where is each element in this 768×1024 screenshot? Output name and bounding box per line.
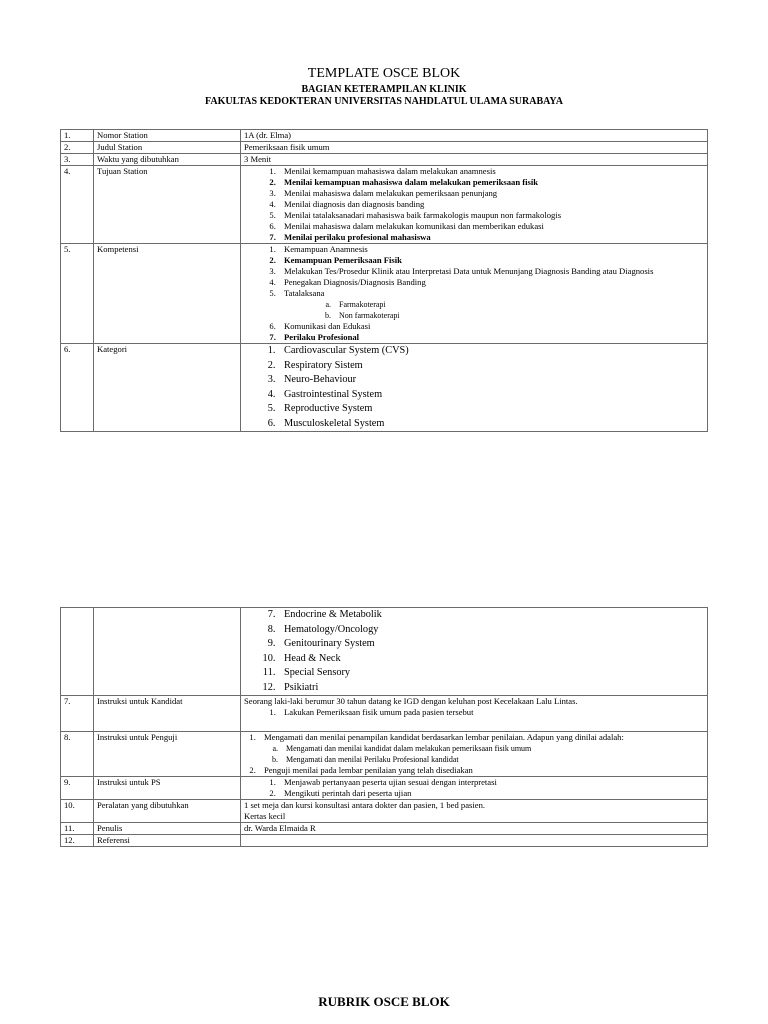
row-number: 10. <box>61 800 94 823</box>
list-item-label: Mengamati dan menilai penampilan kandidat berdasarkan lembar penilaian. Adapun yang dinilai adalah: <box>264 732 624 742</box>
row-label: Judul Station <box>94 142 241 154</box>
list-item: 5. Menilai tatalaksanadari mahasiswa baik farmakologis maupun non farmakologis <box>278 210 704 221</box>
sub-list-item: a. Mengamati dan menilai kandidat dalam melakukan pemeriksaan fisik umum <box>280 743 704 754</box>
row-label: Referensi <box>94 835 241 847</box>
list-item: 6. Komunikasi dan Edukasi <box>278 321 704 332</box>
row-label: Instruksi untuk Penguji <box>94 732 241 777</box>
row-label: Kategori <box>94 344 241 432</box>
row-label: Tujuan Station <box>94 166 241 244</box>
row-value <box>241 244 708 344</box>
list-item: 3. Neuro-Behaviour <box>278 373 704 388</box>
list-item <box>258 732 704 765</box>
list-item: 9. Genitourinary System <box>278 637 704 652</box>
list-item: 1. Menilai kemampuan mahasiswa dalam melakukan anamnesis <box>278 166 704 177</box>
table-row <box>61 244 708 344</box>
category-list <box>244 344 704 431</box>
row-number: 6. <box>61 344 94 432</box>
list-item: 2. Respiratory Sistem <box>278 359 704 374</box>
row-number: 8. <box>61 732 94 777</box>
document-title: TEMPLATE OSCE BLOK <box>307 66 461 81</box>
row-value <box>241 800 708 823</box>
row-label: Instruksi untuk Kandidat <box>94 696 241 732</box>
department-subtitle: BAGIAN KETERAMPILAN KLINIK <box>301 84 467 95</box>
rubric-title: RUBRIK OSCE BLOK <box>318 994 450 1009</box>
row-number: 12. <box>61 835 94 847</box>
row-value: 3 Menit <box>241 154 708 166</box>
objectives-list <box>244 166 704 243</box>
list-item: 1. Kemampuan Anamnesis <box>278 244 704 255</box>
table-row <box>61 154 708 166</box>
case-description: Seorang laki-laki berumur 30 tahun datang ke IGD dengan keluhan post Kecelakaan Lalu Lintas. <box>244 696 578 706</box>
list-item <box>278 288 704 321</box>
row-label: Waktu yang dibutuhkan <box>94 154 241 166</box>
row-number: 7. <box>61 696 94 732</box>
row-number: 2. <box>61 142 94 154</box>
row-value <box>241 344 708 432</box>
row-value <box>241 696 708 732</box>
list-item: 2. Penguji menilai pada lembar penilaian yang telah disediakan <box>258 765 704 776</box>
table-row <box>61 823 708 835</box>
row-number: 11. <box>61 823 94 835</box>
list-item: 2. Kemampuan Pemeriksaan Fisik <box>278 255 704 266</box>
sub-list-item: a. Farmakoterapi <box>333 299 704 310</box>
category-list-continued <box>244 608 704 695</box>
row-number: 3. <box>61 154 94 166</box>
table-row <box>61 130 708 142</box>
competency-list <box>244 244 704 343</box>
table-row <box>61 142 708 154</box>
row-value <box>241 835 708 847</box>
row-value <box>241 166 708 244</box>
table-row <box>61 696 708 732</box>
table-row <box>61 800 708 823</box>
table-row <box>61 344 708 432</box>
list-item: 11. Special Sensory <box>278 666 704 681</box>
row-number: 5. <box>61 244 94 344</box>
row-label <box>94 608 241 696</box>
row-number: 4. <box>61 166 94 244</box>
list-item: 1. Menjawab pertanyaan peserta ujian sesuai dengan interpretasi <box>278 777 704 788</box>
sub-list <box>284 299 704 321</box>
table-row <box>61 835 708 847</box>
equipment-line: Kertas kecil <box>244 811 286 821</box>
list-item: 3. Menilai mahasiswa dalam melakukan pemeriksaan penunjang <box>278 188 704 199</box>
ps-instruction-list <box>244 777 704 799</box>
list-item: 1. Cardiovascular System (CVS) <box>278 344 704 359</box>
row-value: dr. Warda Elmaida R <box>241 823 708 835</box>
list-item: 10. Head & Neck <box>278 652 704 667</box>
list-item: 4. Penegakan Diagnosis/Diagnosis Banding <box>278 277 704 288</box>
list-item: 7. Endocrine & Metabolik <box>278 608 704 623</box>
sub-list-item: b. Mengamati dan menilai Perilaku Profesional kandidat <box>280 754 704 765</box>
osce-table-part2 <box>60 607 708 847</box>
row-label: Instruksi untuk PS <box>94 777 241 800</box>
list-item: 5. Reproductive System <box>278 402 704 417</box>
list-item: 4. Gastrointestinal System <box>278 388 704 403</box>
list-item: 8. Hematology/Oncology <box>278 623 704 638</box>
list-item: 6. Musculoskeletal System <box>278 417 704 432</box>
row-value <box>241 608 708 696</box>
osce-table-part1 <box>60 129 708 432</box>
list-item-label: Tatalaksana <box>284 288 325 298</box>
list-item: 2. Menilai kemampuan mahasiswa dalam melakukan pemeriksaan fisik <box>278 177 704 188</box>
row-value: 1A (dr. Elma) <box>241 130 708 142</box>
list-item: 6. Menilai mahasiswa dalam melakukan komunikasi dan memberikan edukasi <box>278 221 704 232</box>
list-item: 3. Melakukan Tes/Prosedur Klinik atau Interpretasi Data untuk Menunjang Diagnosis Banding atau Diagnosis <box>278 266 704 277</box>
sub-list-item: b. Non farmakoterapi <box>333 310 704 321</box>
row-label: Nomor Station <box>94 130 241 142</box>
table-row <box>61 732 708 777</box>
faculty-subtitle: FAKULTAS KEDOKTERAN UNIVERSITAS NAHDLATUL ULAMA SURABAYA <box>205 96 563 107</box>
list-item: 2. Mengikuti perintah dari peserta ujian <box>278 788 704 799</box>
list-item: 7. Menilai perilaku profesional mahasiswa <box>278 232 704 243</box>
equipment-line: 1 set meja dan kursi konsultasi antara dokter dan pasien, 1 bed pasien. <box>244 800 486 810</box>
row-label: Kompetensi <box>94 244 241 344</box>
list-item: 1. Lakukan Pemeriksaan fisik umum pada pasien tersebut <box>278 707 704 718</box>
candidate-instruction-list <box>244 707 704 718</box>
row-number: 9. <box>61 777 94 800</box>
row-value <box>241 777 708 800</box>
row-label: Peralatan yang dibutuhkan <box>94 800 241 823</box>
table-row <box>61 608 708 696</box>
list-item: 4. Menilai diagnosis dan diagnosis banding <box>278 199 704 210</box>
row-value: Pemeriksaan fisik umum <box>241 142 708 154</box>
row-value <box>241 732 708 777</box>
examiner-instruction-list <box>244 732 704 776</box>
row-number: 1. <box>61 130 94 142</box>
row-label: Penulis <box>94 823 241 835</box>
sub-list <box>264 743 704 765</box>
table-row <box>61 777 708 800</box>
list-item: 7. Perilaku Profesional <box>278 332 704 343</box>
table-row <box>61 166 708 244</box>
list-item: 12. Psikiatri <box>278 681 704 696</box>
row-number <box>61 608 94 696</box>
